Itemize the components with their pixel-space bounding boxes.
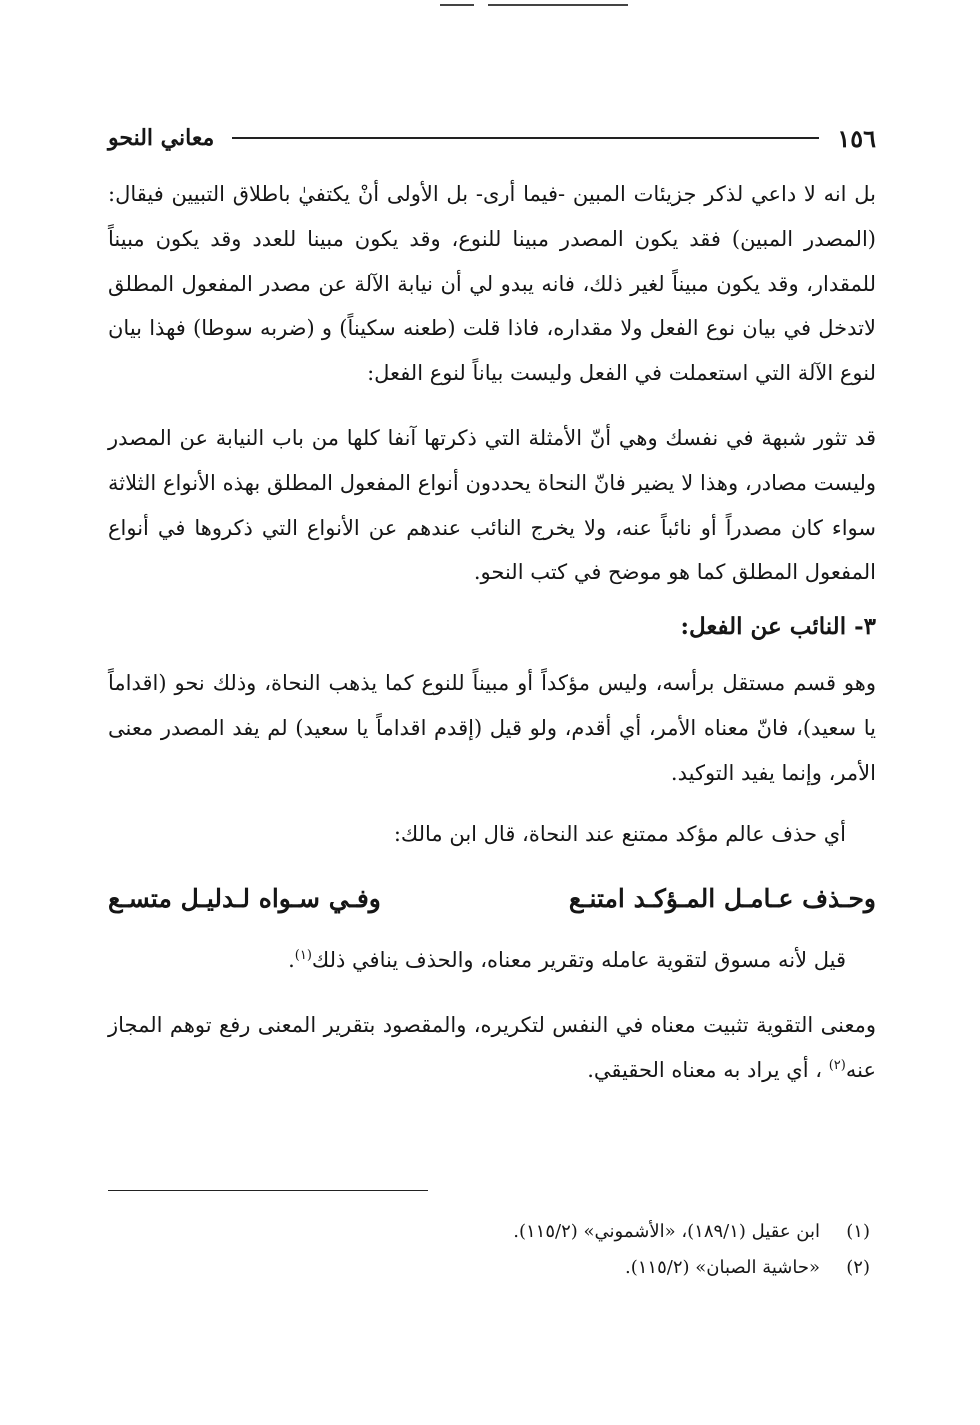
paragraph-4: أي حذف عالم مؤكد ممتنع عند النحاة، قال ابن مالك: (393, 821, 846, 846)
poetry-verse (108, 876, 876, 922)
paragraph-2: قد تثور شبهة في نفسك وهي أنّ الأمثلة التي ذكرتها آنفا كلها من باب النيابة عن المصدر وليست مصادر، وهذا لا يضير فانّ النحاة يحددون أنواع المفعول المطلق بهذه الأنواع الثلاثة سواء كان مصدراً أو نائباً عنه، ولا يخرج النائب عندهم عن الأنواع التي ذكروها في أنواع المفعول المطلق كما هو موضح في كتب النحو. (108, 425, 876, 585)
footnote-number: (٢) (846, 1257, 870, 1278)
main-text (108, 172, 876, 1093)
paragraph-3: وهو قسم مستقل برأسه، وليس مؤكداً أو مبيناً للنوع كما يذهب النحاة، وذلك نحو (اقداماً يا سعيد)، فانّ معناه الأمر، أي أقدم، ولو قيل (إقدم اقداماً يا سعيد) لم يفد المصدر معنى الأمر، وإنما يفيد التوكيد. (108, 671, 876, 785)
footnote-number: (١) (846, 1221, 870, 1242)
paragraph-5 (108, 938, 876, 983)
verse-second-hemistich: وفـي سـواه لـدليـل متسـع (108, 884, 381, 914)
footnote-item (108, 1214, 876, 1250)
footnotes (108, 1214, 876, 1286)
header-rule (232, 137, 819, 139)
page-header (108, 118, 876, 158)
footnote-text: «حاشية الصبان» (١١٥/٢). (625, 1257, 820, 1278)
book-page (108, 0, 876, 1425)
paragraph-6 (108, 1003, 876, 1093)
paragraph-6-text: ومعنى التقوية تثبيت معناه في النفس لتكريره، والمقصود بتقرير المعنى رفع توهم المجاز عنه (108, 1013, 876, 1082)
section-heading: ٣- النائب عن الفعل: (680, 613, 876, 641)
footnote-ref-2: (٢) (828, 1057, 846, 1073)
page-number: ١٥٦ (837, 123, 876, 153)
verse-first-hemistich: وحـذف عـامـل المـؤكـد امتنـع (568, 884, 876, 914)
footnote-item (108, 1250, 876, 1286)
footnote-separator (108, 1190, 428, 1191)
paragraph-5-text: قيل لأنه مسوق لتقوية عامله وتقرير معناه، والحذف ينافي ذلك (311, 948, 846, 973)
running-title: معاني النحو (108, 125, 215, 151)
footnote-ref-1: (١) (294, 948, 312, 964)
paragraph-5-end: . (288, 948, 295, 973)
paragraph-1: بل انه لا داعي لذكر جزيئات المبين -فيما أرى- بل الأولى أنْ يكتفيٰ باطلاق التبيين فيقال: (المصدر المبين) فقد يكون المصدر مبينا للنوع، وقد يكون مبينا للعدد وقد يكون مبيناً للمقدار، وقد يكون مبيناً لغير ذلك، فانه يبدو لي أن نيابة الآلة عن مصدر المفعول المطلق لاتدخل في بيان نوع الفعل ولا مقداره، فاذا قلت (طعنه سكيناً) و (ضربه سوطا) فهذا بيان لنوع الآلة التي استعملت في الفعل وليست بياناً لنوع الفعل: (108, 182, 876, 386)
footnote-text: ابن عقيل (١٨٩/١)، «الأشموني» (١١٥/٢). (513, 1221, 820, 1242)
paragraph-6-end: ، أي يراد به معناه الحقيقي. (587, 1057, 823, 1082)
